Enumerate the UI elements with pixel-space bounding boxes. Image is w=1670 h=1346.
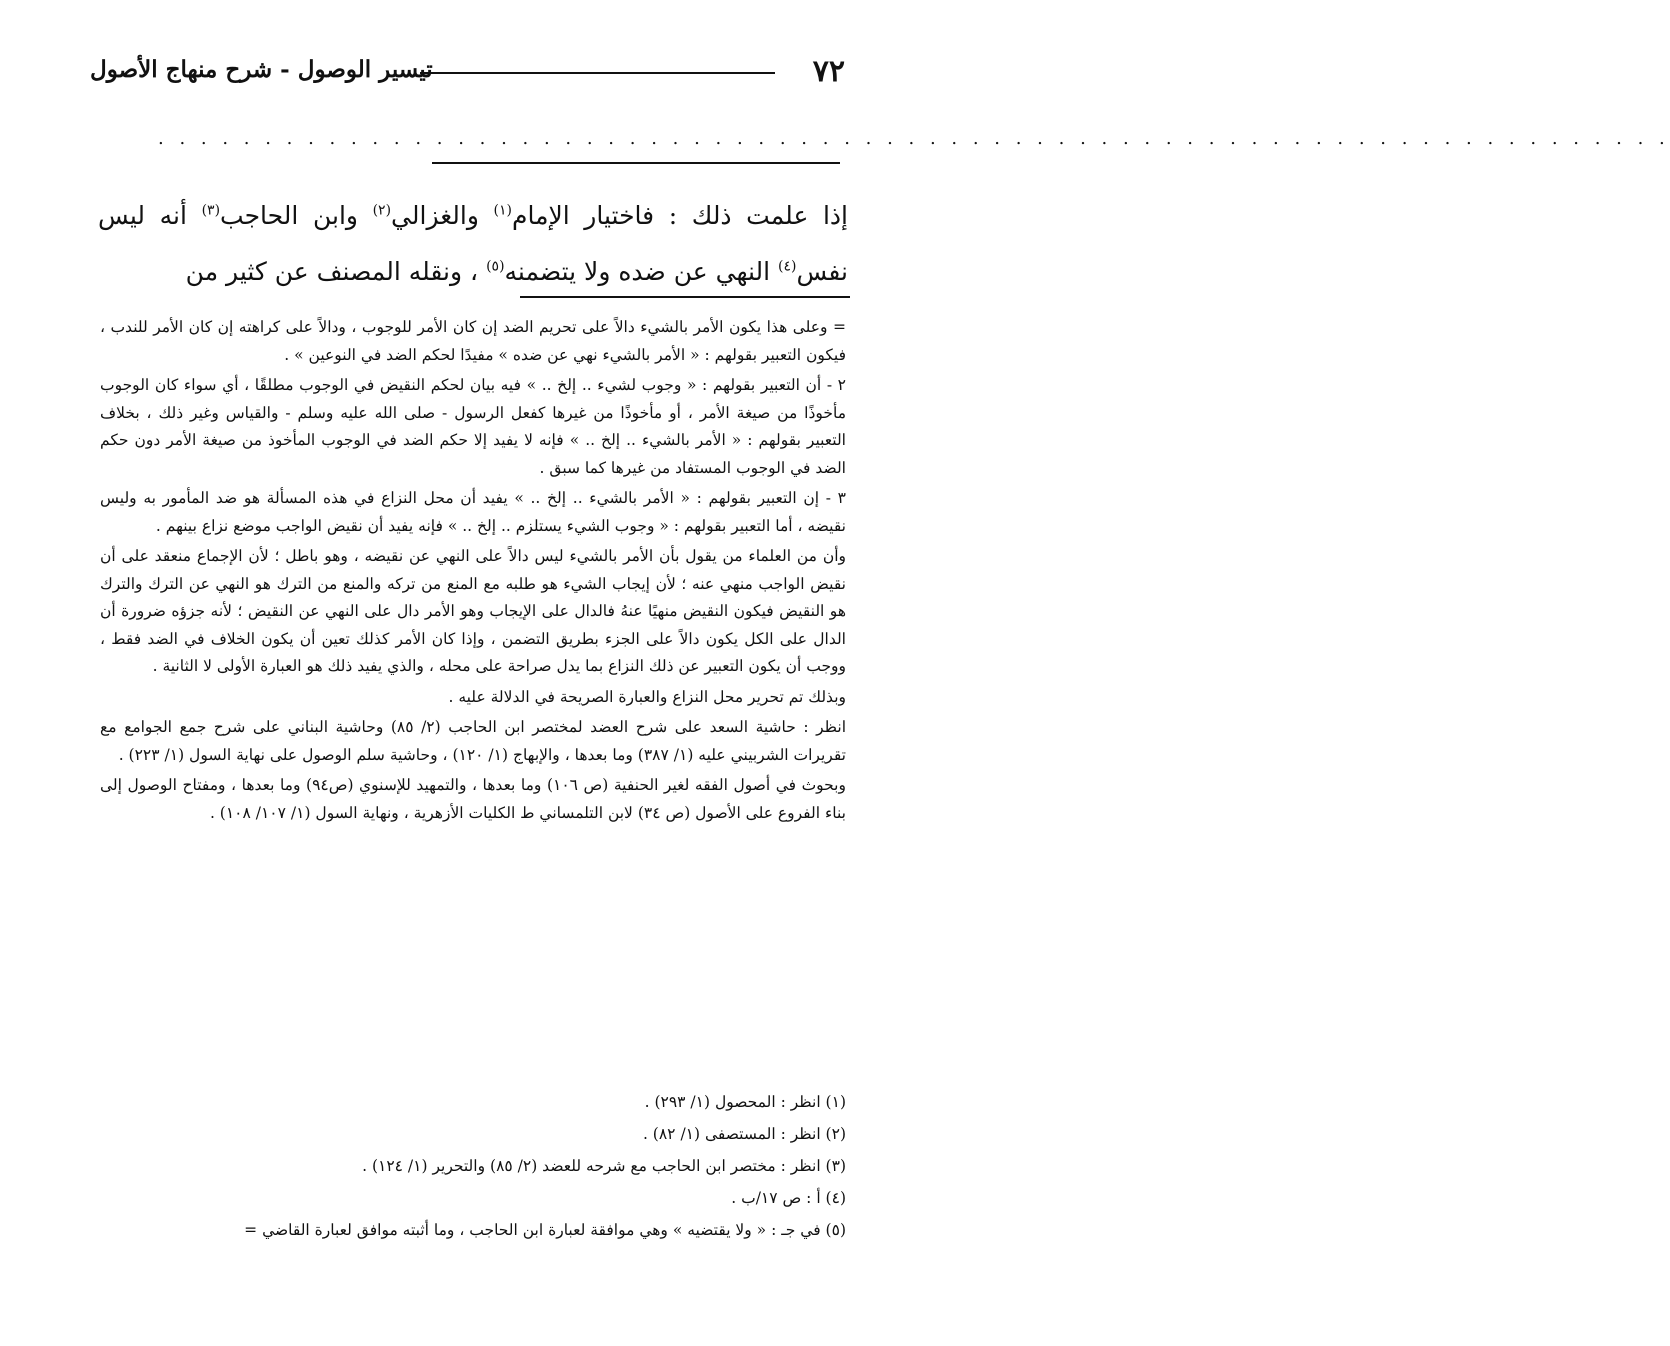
note-paragraph: ٢ - أن التعبير بقولهم : « وجوب لشيء .. إلخ .. » فيه بيان لحكم النقيض في الوجوب مطلقًا ، أي سواء كان الوجوب مأخوذًا من صيغة الأمر ، أو مأخوذًا من غيرها كفعل الرسول - صلى الله عليه وسلم - والقياس وغير ذلك ، بخلاف التعبير بقولهم : « الأمر بالشيء .. إلخ .. » فإنه لا يفيد إلا حكم الضد في الوجوب المأخوذ من صيغة الأمر دون حكم الضد في الوجوب المستفاد من غيرها كما سبق . [100, 376, 846, 477]
footnote: (٤) أ : ص ١٧/ب . [731, 1189, 846, 1207]
footnotes [100, 1086, 846, 1246]
running-title: تيسير الوصول - شرح منهاج الأصول [90, 56, 433, 83]
footnote-ref: (٣) [201, 202, 221, 219]
footnote: (٢) انظر : المستصفى (١/ ٨٢) . [642, 1125, 846, 1143]
footnote-rule [520, 296, 850, 298]
main-text-part: أنه ليس نفس [98, 201, 848, 286]
footnote-ref: (٢) [372, 202, 392, 219]
note-paragraph: وبحوث في أصول الفقه لغير الحنفية (ص ١٠٦) وما بعدها ، والتمهيد للإسنوي (ص٩٤) وما بعدها ، ومفتاح الوصول إلى بناء الفروع على الأصول (ص ٣٤) لابن التلمساني ط الكليات الأزهرية ، ونهاية السول (١/ ١٠٧/ ١٠٨) . [100, 776, 846, 822]
footnote: (١) انظر : المحصول (١/ ٢٩٣) . [644, 1093, 846, 1111]
footnote: (٥) في جـ : « ولا يقتضيه » وهي موافقة لعبارة ابن الحاجب ، وما أثبته موافق لعبارة القاضي = [244, 1221, 846, 1239]
page-number: ٧٢ [812, 54, 845, 89]
commentary-notes [100, 314, 846, 830]
top-rule [432, 162, 840, 164]
note-paragraph: وأن من العلماء من يقول بأن الأمر بالشيء ليس دالاً على النهي عن نقيضه ، وهو باطل ؛ لأن الإجماع منعقد على أن نقيض الواجب منهي عنه ؛ لأن إيجاب الشيء هو طلبه مع المنع من تركه والمنع من الترك هو النهي عن الترك والترك هو النقيض فيكون النقيض منهيًا عنهُ فالدال على الإيجاب وهو الأمر دال على النهي عن النقيض ؛ لأنه جزؤه ضرورة أن الدال على الكل يكون دالاً على الجزء بطريق التضمن ، وإذا كان الأمر كذلك تعين أن يكون الخلاف في الضد فقط ، ووجب أن يكون التعبير عن ذلك النزاع بما يدل صراحة على محله ، والذي يفيد ذلك هو العبارة الأولى لا الثانية . [100, 547, 846, 675]
note-paragraph: وبذلك تم تحرير محل النزاع والعبارة الصريحة في الدلالة عليه . [448, 687, 846, 706]
main-text [98, 188, 848, 300]
footnote-ref: (٥) [486, 258, 505, 275]
main-text-part: إذا علمت ذلك : فاختيار الإمام [512, 201, 848, 230]
note-paragraph: ٣ - إن التعبير بقولهم : « الأمر بالشيء .. إلخ .. » يفيد أن محل النزاع في هذه المسألة هو ضد المأمور به وليس نقيضه ، أما التعبير بقولهم : « وجوب الشيء يستلزم .. إلخ .. » فإنه يفيد أن نقيض الواجب موضع نزاع بينهم . [100, 489, 846, 535]
dotted-separator: . . . . . . . . . . . . . . . . . . . . . . . . . . . . . . . . . . . . . . . . . . . . . . . . . . . . . . . . . . . . . . . . . . . . . . . [158, 128, 1670, 149]
main-text-part: ، ونقله المصنف عن كثير من [185, 257, 487, 286]
note-paragraph: انظر : حاشية السعد على شرح العضد لمختصر ابن الحاجب (٢/ ٨٥) وحاشية البناني على شرح جمع الجوامع مع تقريرات الشربيني عليه (١/ ٣٨٧) وما بعدها ، والإبهاج (١/ ١٢٠) ، وحاشية سلم الوصول على نهاية السول (١/ ٢٢٣) . [100, 718, 846, 764]
main-text-part: وابن الحاجب [220, 201, 373, 230]
footnote-ref: (١) [493, 202, 513, 219]
header-rule [420, 72, 775, 74]
note-paragraph: = وعلى هذا يكون الأمر بالشيء دالاً على تحريم الضد إن كان الأمر للوجوب ، ودالاً على كراهته إن كان الأمر للندب ، فيكون التعبير بقولهم : « الأمر بالشيء نهي عن ضده » مفيدًا لحكم الضد في النوعين » . [100, 318, 846, 364]
main-text-part: النهي عن ضده ولا يتضمنه [504, 257, 779, 286]
footnote: (٣) انظر : مختصر ابن الحاجب مع شرحه للعضد (٢/ ٨٥) والتحرير (١/ ١٢٤) . [362, 1157, 846, 1175]
page-header [90, 54, 845, 94]
footnote-ref: (٤) [778, 258, 797, 275]
main-text-part: والغزالي [391, 201, 494, 230]
